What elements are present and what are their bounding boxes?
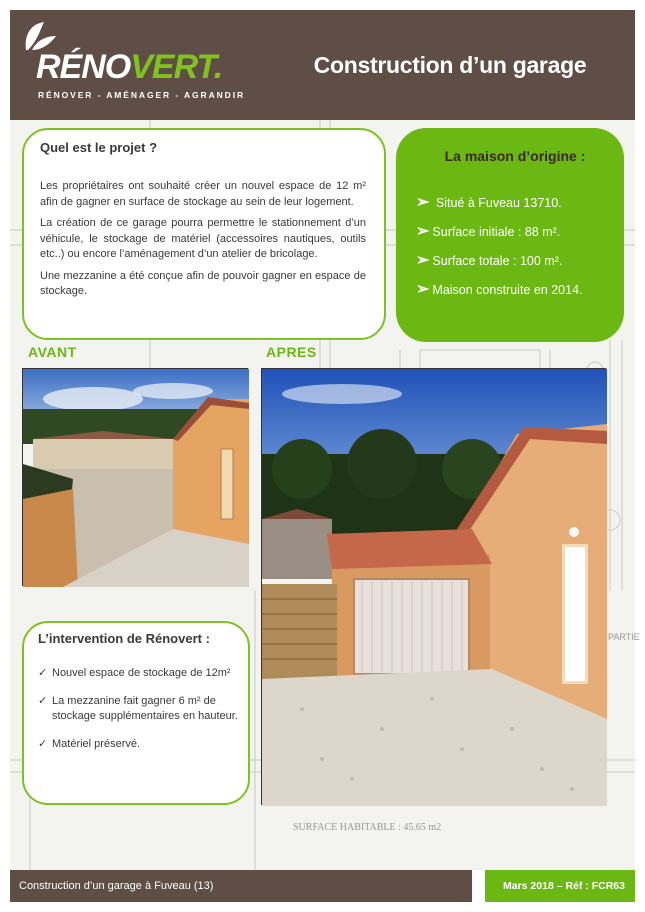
list-item: ➢ Maison construite en 2014. <box>416 281 583 298</box>
check-icon: ✓ <box>38 695 48 707</box>
header <box>10 10 635 120</box>
list-item: ➢ Surface totale : 100 m². <box>416 252 563 269</box>
avant-label: AVANT <box>28 344 77 360</box>
page <box>10 10 640 902</box>
projet-paragraph: Les propriétaires ont souhaité créer un nouvel espace de 12 m² afin de gagner en surface de stockage au sein de leur logement. <box>40 180 366 208</box>
logo-tagline: RÉNOVER - AMÉNAGER - AGRANDIR <box>38 90 245 100</box>
apres-label: APRES <box>266 344 317 360</box>
footer <box>10 870 635 902</box>
footer-divider <box>472 870 485 902</box>
list-item: ➢ Surface initiale : 88 m². <box>416 223 561 240</box>
check-icon: ✓ <box>38 667 48 679</box>
arrow-check-icon: ➢ <box>416 194 430 211</box>
origine-heading: La maison d’origine : <box>444 148 586 164</box>
photo-avant <box>22 368 248 586</box>
photo-apres <box>261 368 606 805</box>
projet-heading: Quel est le projet ? <box>40 140 158 155</box>
page-title: Construction d’un garage <box>313 52 587 78</box>
maison-origine-box <box>396 128 624 342</box>
arrow-check-icon: ➢ <box>416 281 430 298</box>
intervention-heading: L’intervention de Rénovert : <box>38 631 210 646</box>
intervention-list <box>38 666 238 752</box>
arrow-check-icon: ➢ <box>416 252 430 269</box>
origine-list <box>416 192 614 299</box>
svg-text:PARTIE: PARTIE <box>608 632 640 642</box>
footer-reference: Mars 2018 – Réf : FCR63 <box>485 870 635 902</box>
list-item: ✓ La mezzanine fait gagner 6 m² de stockage supplémentaires en hauteur. <box>38 695 238 722</box>
list-item: ➢ Situé à Fuveau 13710. <box>416 194 562 211</box>
projet-paragraph: La création de ce garage pourra permettre le stationnement d’un véhicule, le stockage de matériel (accessoires nautiques, outils etc..) ou encore l’aménagement d’un atelier de bricolage. <box>40 217 366 260</box>
projet-box <box>22 128 386 340</box>
list-item: ✓ Nouvel espace de stockage de 12m² <box>38 667 231 679</box>
list-item: ✓ Matériel préservé. <box>38 738 141 750</box>
renovert-logo <box>22 20 252 110</box>
footer-title: Construction d’un garage à Fuveau (13) <box>19 880 214 892</box>
projet-paragraph: Une mezzanine a été conçue afin de pouvoir gagner en espace de stockage. <box>40 269 366 297</box>
svg-text:SURFACE HABITABLE : 45.65 m2: SURFACE HABITABLE : 45.65 m2 <box>293 822 442 833</box>
arrow-check-icon: ➢ <box>416 223 430 240</box>
logo-word: RÉNOVERT. <box>36 48 223 86</box>
intervention-box <box>22 621 250 805</box>
check-icon: ✓ <box>38 738 48 750</box>
